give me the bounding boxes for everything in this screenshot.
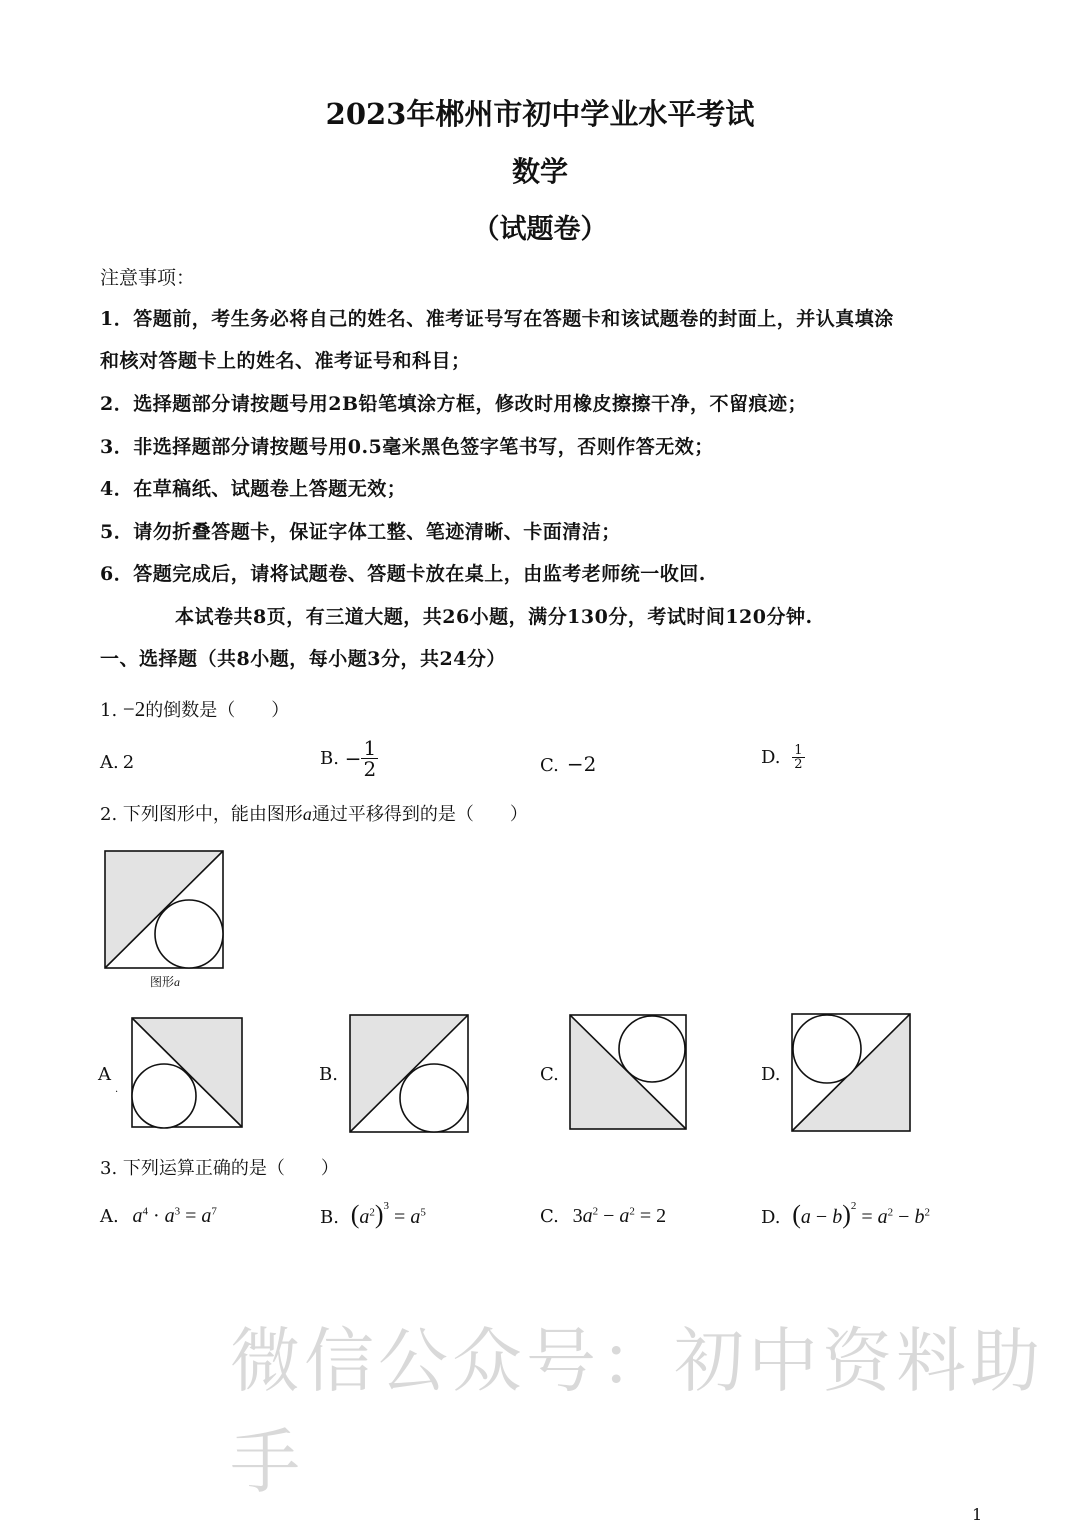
q2-option-d-label[interactable]: D. xyxy=(761,1064,781,1085)
note-item: 2．选择题部分请按题号用2B铅笔填涂方框，修改时用橡皮擦擦干净，不留痕迹； xyxy=(100,393,808,415)
note-item: 3．非选择题部分请按题号用0.5毫米黑色签字笔书写，否则作答无效； xyxy=(100,436,714,458)
q2-option-a-figure[interactable] xyxy=(130,1016,246,1130)
option-value: 2 xyxy=(122,752,135,773)
option-label: A. xyxy=(100,1206,119,1227)
note-item: 1．答题前，考生务必将自己的姓名、准考证号写在答题卡和该试题卷的封面上，并认真填涂 xyxy=(100,308,894,330)
note-item: 4．在草稿纸、试题卷上答题无效； xyxy=(100,478,407,500)
q3-option-d[interactable] xyxy=(761,1200,930,1230)
q2-option-d-figure[interactable] xyxy=(790,1012,914,1134)
option-value: −2 xyxy=(566,752,597,776)
q1-option-b[interactable] xyxy=(320,738,378,779)
circle xyxy=(155,900,223,968)
option-sign: − xyxy=(344,746,362,771)
paper-summary: 本试卷共8页，有三道大题，共26小题，满分130分，考试时间120分钟. xyxy=(175,606,813,628)
q1-option-d[interactable] xyxy=(761,744,805,771)
fraction-numerator: 1 xyxy=(794,743,803,758)
exam-title: 2023年郴州市初中学业水平考试 xyxy=(325,97,755,131)
circle xyxy=(400,1064,468,1132)
q1-option-c[interactable] xyxy=(540,752,596,776)
figure-a xyxy=(103,849,227,973)
question-2 xyxy=(100,800,528,826)
fraction xyxy=(792,744,804,771)
section-heading: 一、选择题（共8小题，每小题3分，共24分） xyxy=(100,648,506,670)
fraction-denominator: 2 xyxy=(363,757,377,781)
option-label: B. xyxy=(320,748,339,769)
figure-a-caption xyxy=(150,973,180,990)
q2-option-b-figure[interactable] xyxy=(348,1013,472,1135)
q2-option-c-figure[interactable] xyxy=(568,1013,690,1132)
question-var: a xyxy=(302,804,312,824)
q3-option-a[interactable] xyxy=(100,1205,217,1228)
circle xyxy=(793,1015,861,1083)
page-number: 1 xyxy=(972,1505,983,1524)
caption-var: a xyxy=(174,975,181,989)
circle xyxy=(132,1064,196,1128)
note-item: 6．答题完成后，请将试题卷、答题卡放在桌上，由监考老师统一收回. xyxy=(100,563,706,585)
option-label: C. xyxy=(540,1206,559,1227)
note-item: 和核对答题卡上的姓名、准考证号和科目； xyxy=(100,350,471,372)
q1-option-a[interactable] xyxy=(100,752,134,773)
question-3: 3. 下列运算正确的是（ ） xyxy=(100,1158,339,1179)
question-1 xyxy=(100,696,289,722)
option-formula: $(a - b)^2 = a^2 - b^2$ xyxy=(792,1200,930,1229)
notes-heading: 注意事项： xyxy=(100,267,196,289)
option-label: C. xyxy=(540,755,559,776)
caption-text: 图形 xyxy=(150,975,175,989)
option-label: D. xyxy=(761,1207,781,1228)
option-label: A. xyxy=(100,752,119,773)
option-formula: $3a^2 - a^2 = 2$ xyxy=(572,1205,667,1227)
question-number: 1. xyxy=(100,700,118,721)
q2-option-b-label[interactable]: B. xyxy=(319,1064,338,1085)
fraction-denominator: 2 xyxy=(794,757,803,772)
watermark: 微信公众号：初中资料助手 xyxy=(230,1320,1044,1503)
question-stem-prefix: 2. 下列图形中，能由图形 xyxy=(100,804,303,825)
question-math: −2 xyxy=(122,697,146,721)
q3-option-c[interactable] xyxy=(540,1205,666,1228)
circle xyxy=(619,1016,685,1082)
q2-option-c-label[interactable]: C. xyxy=(540,1064,559,1085)
note-item: 5．请勿折叠答题卡，保证字体工整、笔迹清晰、卡面清洁； xyxy=(100,521,621,543)
option-formula: $a^4 \cdot a^3 = a^7$ xyxy=(132,1205,217,1227)
subject-title: 数学 xyxy=(511,155,568,188)
option-formula: $(a^2)^3 = a^5$ xyxy=(350,1200,426,1229)
dot-mark: . xyxy=(115,1084,119,1095)
paper-subtitle: （试题卷） xyxy=(472,214,608,245)
q2-option-a-label[interactable]: A xyxy=(98,1064,111,1085)
question-stem: 的倒数是（ ） xyxy=(145,700,290,721)
q3-option-b[interactable] xyxy=(320,1200,426,1230)
option-label: B. xyxy=(320,1207,339,1228)
option-label: D. xyxy=(761,747,781,768)
fraction-numerator: 1 xyxy=(363,736,377,760)
fraction xyxy=(361,738,378,779)
question-stem: 通过平移得到的是（ ） xyxy=(311,804,528,825)
